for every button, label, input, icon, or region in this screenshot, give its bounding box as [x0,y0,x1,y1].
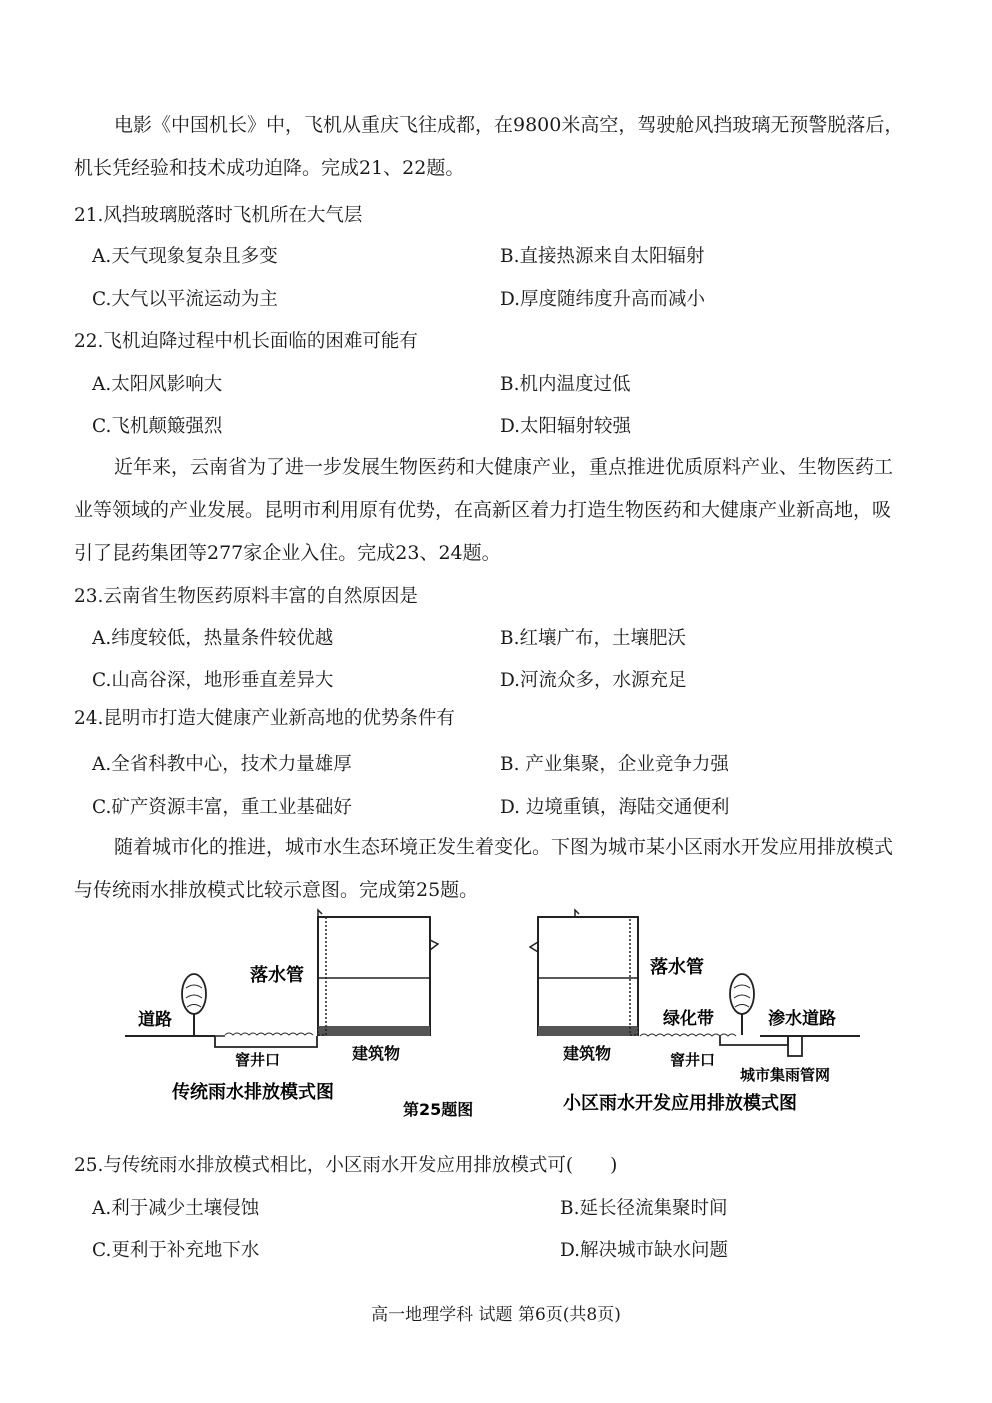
question-24-stem: 24.昆明市打造大健康产业新高地的优势条件有 [74,708,455,729]
question-22-option-c[interactable]: C.飞机颠簸强烈 [92,416,223,437]
passage-1-line-2: 机长凭经验和技术成功迫降。完成21、22题。 [74,157,465,179]
question-24-option-d[interactable]: D. 边境重镇，海陆交通便利 [500,797,730,818]
passage-3-line-1: 随着城市化的推进，城市水生态环境正发生着变化。下图为城市某小区雨水开发应用排放模式 [114,836,894,858]
passage-2-line-2: 业等领域的产业发展。昆明市利用原有优势，在高新区着力打造生物医药和大健康产业新高地，吸 [74,499,892,521]
question-25-stem: 25.与传统雨水排放模式相比，小区雨水开发应用排放模式可( ) [74,1155,618,1176]
question-23-option-a[interactable]: A.纬度较低，热量条件较优越 [92,628,334,649]
question-23-option-b[interactable]: B.红壤广布，土壤肥沃 [500,628,686,649]
question-24-option-b[interactable]: B. 产业集聚，企业竞争力强 [500,754,729,775]
community-caption: 小区雨水开发应用排放模式图 [563,1093,797,1114]
community-mode-diagram [530,910,860,1114]
passage-3 [74,826,954,912]
network-label: 城市集雨管网 [740,1066,831,1084]
question-25-option-c[interactable]: C.更利于补充地下水 [92,1240,260,1261]
question-21-option-b[interactable]: B.直接热源来自太阳辐射 [500,246,705,267]
question-23-option-c[interactable]: C.山高谷深，地形垂直差异大 [92,670,334,691]
question-23-option-d[interactable]: D.河流众多，水源充足 [500,670,687,691]
question-21-option-d[interactable]: D.厚度随纬度升高而减小 [500,289,706,310]
tree-icon [182,974,206,1035]
question-23-stem: 23.云南省生物医药原料丰富的自然原因是 [74,586,418,607]
traditional-mode-diagram [125,910,438,1103]
question-24-option-a[interactable]: A.全省科教中心，技术力量雄厚 [92,754,352,775]
road-label: 道路 [138,1010,172,1030]
figure-svg [120,902,870,1122]
traditional-caption: 传统雨水排放模式图 [172,1082,334,1103]
passage-2-line-1: 近年来，云南省为了进一步发展生物医药和大健康产业，重点推进优质原料产业、生物医药工 [114,456,894,478]
question-21-stem: 21.风挡玻璃脱落时飞机所在大气层 [74,205,363,226]
passage-3-line-2: 与传统雨水排放模式比较示意图。完成第25题。 [74,879,479,901]
rainwater-drainage-figure [120,902,870,1122]
left-manhole-label: 窨井口 [235,1051,281,1069]
question-25-option-b[interactable]: B.延长径流集聚时间 [560,1198,728,1219]
passage-1 [74,104,954,190]
question-22-option-a[interactable]: A.太阳风影响大 [92,374,223,395]
greenbelt-label: 绿化带 [663,1009,714,1029]
question-21-option-a[interactable]: A.天气现象复杂且多变 [92,246,278,267]
question-22-option-d[interactable]: D.太阳辐射较强 [500,416,632,437]
left-building-label: 建筑物 [352,1044,401,1063]
question-22-stem: 22.飞机迫降过程中机长面临的困难可能有 [74,331,418,352]
right-manhole-label: 窨井口 [670,1051,716,1069]
question-25-option-a[interactable]: A.利于减少土壤侵蚀 [92,1198,260,1219]
passage-2-line-3: 引了昆药集团等277家企业入住。完成23、24题。 [74,542,501,564]
question-21-option-c[interactable]: C.大气以平流运动为主 [92,289,278,310]
question-22-option-b[interactable]: B.机内温度过低 [500,374,631,395]
tree-icon [730,974,754,1035]
permeable-road-label: 渗水道路 [768,1009,836,1029]
passage-2 [74,446,954,575]
passage-1-line-1: 电影《中国机长》中，飞机从重庆飞往成都，在9800米高空，驾驶舱风挡玻璃无预警脱落后， [114,114,904,136]
right-building-label: 建筑物 [563,1044,612,1063]
right-downpipe-label: 落水管 [650,957,704,978]
question-25-option-d[interactable]: D.解决城市缺水问题 [560,1240,729,1261]
figure-caption: 第25题图 [403,1100,474,1119]
question-24-option-c[interactable]: C.矿产资源丰富，重工业基础好 [92,797,352,818]
left-downpipe-label: 落水管 [250,965,304,986]
page-footer: 高一地理学科 试题 第6页(共8页) [371,1305,621,1325]
